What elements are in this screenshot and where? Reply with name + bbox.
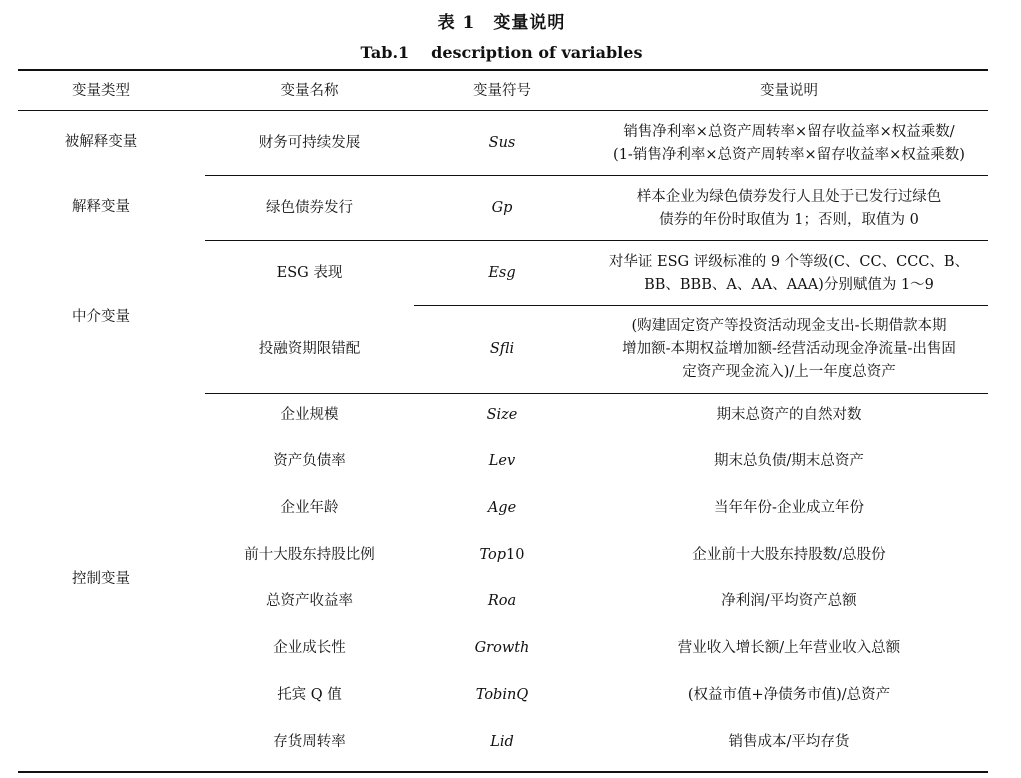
variable-symbol: Sus bbox=[488, 135, 516, 151]
variable-name: 托宾 Q 值 bbox=[277, 687, 342, 703]
variable-description bbox=[714, 450, 864, 473]
variable-name-cell bbox=[205, 578, 414, 625]
description-line: 净利润/平均资产总额 bbox=[721, 593, 857, 609]
variable-description bbox=[678, 637, 900, 660]
variable-symbol: Growth bbox=[474, 640, 530, 656]
column-header-label: 变量符号 bbox=[473, 82, 531, 99]
variable-symbol: TobinQ bbox=[475, 687, 529, 703]
description-line: (1-销售净利率×总资产周转率×留存收益率×权益乘数) bbox=[613, 146, 965, 163]
variable-symbol: Top10 bbox=[479, 546, 525, 563]
column-header-label: 变量名称 bbox=[280, 82, 339, 99]
variable-name: 投融资期限错配 bbox=[258, 341, 361, 357]
variable-type-label: 被解释变量 bbox=[64, 133, 138, 150]
table-title-cn: 表 1 变量说明 bbox=[437, 13, 566, 33]
variable-symbol: Esg bbox=[488, 265, 516, 281]
variable-name-cell bbox=[205, 393, 414, 438]
description-line: 增加额-本期权益增加额-经营活动现金净流量-出售固 bbox=[622, 341, 956, 357]
variable-description-cell bbox=[590, 719, 988, 766]
variable-symbol-cell bbox=[414, 176, 590, 241]
column-header-label: 变量类型 bbox=[72, 82, 130, 99]
variable-symbol-cell bbox=[414, 111, 590, 176]
variable-symbol: Gp bbox=[491, 200, 513, 216]
column-header bbox=[590, 72, 988, 110]
variable-description bbox=[721, 590, 856, 613]
variable-symbol-cell bbox=[414, 672, 590, 719]
variable-description bbox=[688, 684, 890, 707]
variable-name-cell bbox=[205, 485, 414, 532]
variable-symbol: Size bbox=[486, 407, 518, 423]
variable-description-cell bbox=[590, 438, 988, 485]
variable-description bbox=[729, 731, 850, 754]
variable-type-cell bbox=[18, 393, 184, 766]
variable-symbol: Roa bbox=[487, 593, 517, 609]
variable-description-cell bbox=[590, 306, 988, 393]
variable-name: 总资产收益率 bbox=[266, 593, 353, 609]
variable-type-cell bbox=[18, 176, 184, 238]
variable-description bbox=[692, 544, 885, 567]
variable-description-cell bbox=[590, 672, 988, 719]
variable-symbol-cell bbox=[414, 532, 590, 578]
description-line: 期末总资产的自然对数 bbox=[716, 407, 862, 423]
column-header bbox=[414, 72, 590, 110]
variable-description-cell bbox=[590, 241, 988, 306]
description-line: 定资产现金流入)/上一年度总资产 bbox=[682, 364, 896, 380]
variable-description-cell bbox=[590, 625, 988, 672]
variable-name: 绿色债券发行 bbox=[266, 200, 353, 216]
column-header bbox=[18, 72, 184, 110]
variable-description-cell bbox=[590, 578, 988, 625]
variable-description bbox=[717, 404, 862, 427]
variable-description bbox=[609, 251, 969, 297]
variable-name: ESG 表现 bbox=[276, 265, 343, 281]
variable-symbol-cell bbox=[414, 719, 590, 766]
variable-type-cell bbox=[18, 110, 184, 174]
variable-name: 企业规模 bbox=[280, 407, 339, 423]
description-line: 营业收入增长额/上年营业收入总额 bbox=[677, 640, 901, 656]
variable-symbol: Age bbox=[487, 500, 517, 516]
table-number: Tab.1 bbox=[360, 43, 410, 62]
variable-name-cell bbox=[205, 306, 414, 393]
column-header bbox=[205, 72, 414, 110]
variable-name: 资产负债率 bbox=[273, 453, 346, 469]
variable-name-cell bbox=[205, 532, 414, 578]
variable-description-cell bbox=[590, 532, 988, 578]
description-line: 销售净利率×总资产周转率×留存收益率×权益乘数/ bbox=[623, 123, 955, 140]
table-caption: description of variables bbox=[431, 43, 643, 62]
variable-type-cell bbox=[18, 241, 184, 393]
variable-name-cell bbox=[205, 625, 414, 672]
column-header-label: 变量说明 bbox=[760, 82, 818, 99]
variable-description bbox=[613, 121, 965, 167]
variable-description bbox=[622, 315, 956, 384]
description-line: (权益市值+净债务市值)/总资产 bbox=[687, 687, 891, 703]
variable-type-label: 中介变量 bbox=[72, 308, 130, 325]
variable-symbol-cell bbox=[414, 438, 590, 485]
description-line: 当年年份-企业成立年份 bbox=[714, 500, 864, 516]
variable-symbol-cell bbox=[414, 306, 590, 393]
variable-symbol-cell bbox=[414, 625, 590, 672]
description-line: 债券的年份时取值为 1；否则，取值为 0 bbox=[659, 211, 919, 228]
variable-name: 前十大股东持股比例 bbox=[244, 546, 375, 563]
variable-type-label: 控制变量 bbox=[72, 571, 130, 587]
variable-symbol-cell bbox=[414, 578, 590, 625]
variable-symbol-cell bbox=[414, 241, 590, 306]
description-line: 销售成本/平均存货 bbox=[728, 734, 850, 750]
variable-name-cell bbox=[205, 672, 414, 719]
variable-name-cell bbox=[205, 719, 414, 766]
variable-symbol-suffix: 10 bbox=[506, 546, 525, 563]
variable-name-cell bbox=[205, 241, 414, 306]
variable-name: 存货周转率 bbox=[273, 734, 346, 750]
variable-symbol: Sfli bbox=[489, 341, 515, 357]
variable-symbol-cell bbox=[414, 485, 590, 532]
variable-name-cell bbox=[205, 438, 414, 485]
variable-name-cell bbox=[205, 111, 414, 176]
description-line: (购建固定资产等投资活动现金支出-长期借款本期 bbox=[631, 318, 947, 334]
description-line: 期末总负债/期末总资产 bbox=[714, 453, 864, 469]
variable-description-cell bbox=[590, 393, 988, 438]
variable-name-cell bbox=[205, 176, 414, 241]
variable-description-cell bbox=[590, 111, 988, 176]
variable-name: 企业年龄 bbox=[280, 500, 339, 516]
bottom-rule bbox=[18, 771, 988, 773]
variable-description bbox=[714, 497, 864, 520]
description-line: 样本企业为绿色债券发行人且处于已发行过绿色 bbox=[636, 188, 942, 205]
variable-symbol: Lid bbox=[490, 734, 514, 750]
variable-name: 企业成长性 bbox=[273, 640, 346, 656]
top-rule bbox=[18, 69, 988, 71]
variable-description bbox=[637, 186, 942, 232]
variable-description-cell bbox=[590, 485, 988, 532]
table-title-en bbox=[0, 43, 1003, 62]
description-line: 对华证 ESG 评级标准的 9 个等级(C、CC、CCC、B、 bbox=[608, 253, 970, 270]
variable-name: 财务可持续发展 bbox=[258, 135, 361, 151]
variable-description-cell bbox=[590, 176, 988, 241]
variable-symbol: Lev bbox=[488, 453, 516, 469]
description-line: BB、BBB、A、AA、AAA)分别赋值为 1～9 bbox=[644, 276, 934, 293]
variable-type-label: 解释变量 bbox=[72, 198, 130, 215]
variable-symbol-cell bbox=[414, 393, 590, 438]
description-line: 企业前十大股东持股数/总股份 bbox=[692, 546, 886, 563]
